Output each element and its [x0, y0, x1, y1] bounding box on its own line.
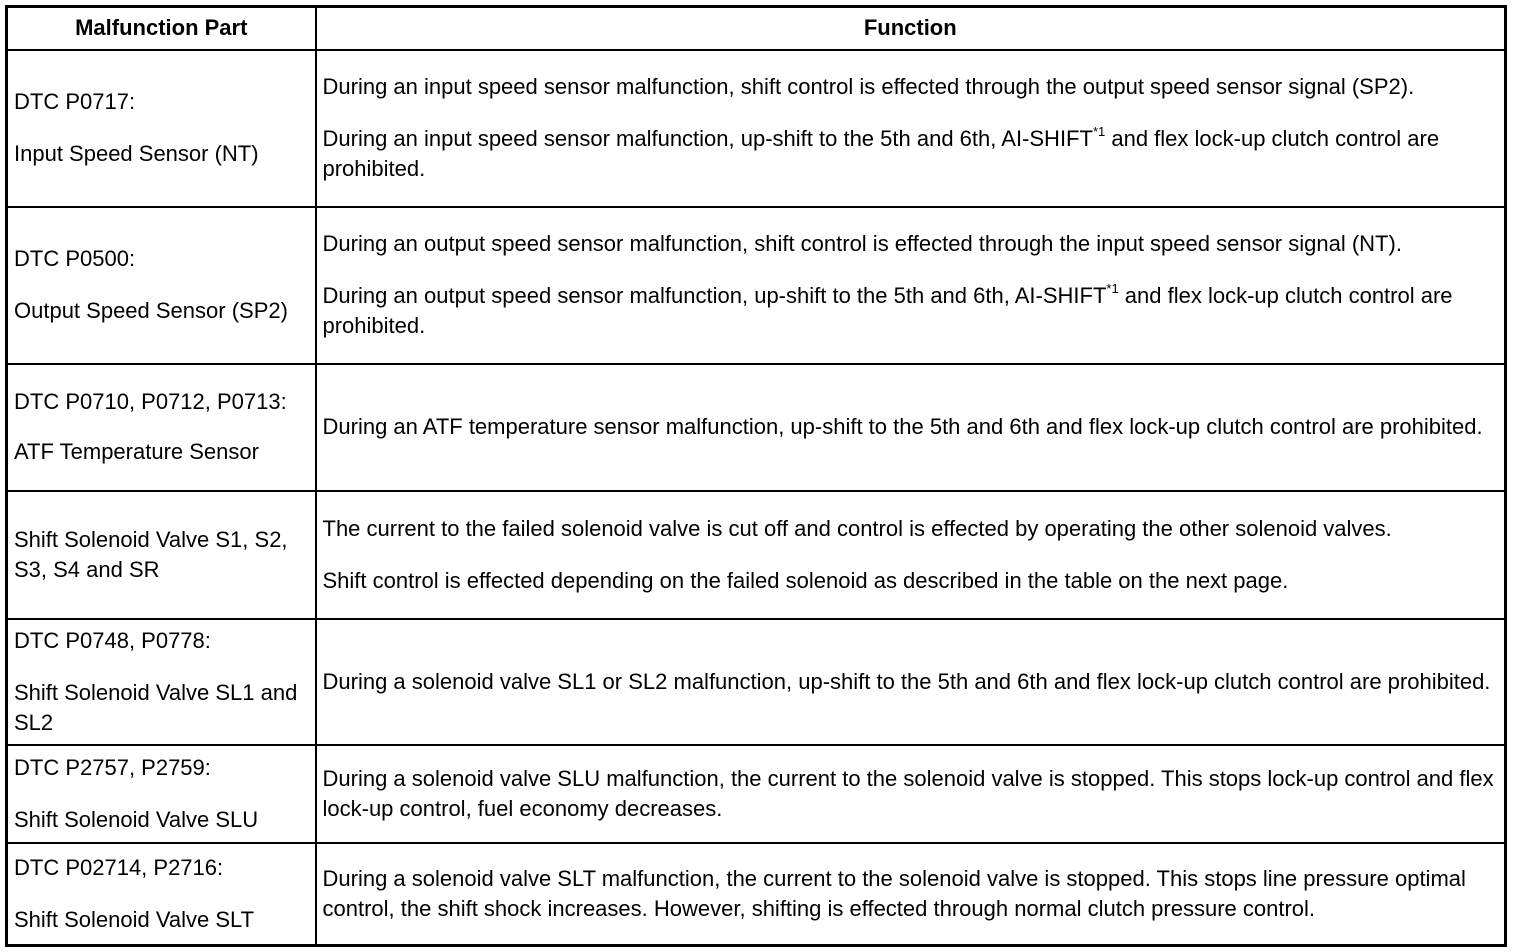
function-cell [316, 50, 1506, 207]
part-name: Shift Solenoid Valve SLT [14, 906, 255, 932]
function-cell [316, 364, 1506, 491]
part-cell [7, 491, 316, 619]
part-name: Output Speed Sensor (SP2) [14, 298, 288, 323]
part-cell [7, 50, 316, 207]
function-cell [316, 207, 1506, 364]
part-name: Shift Solenoid Valve SLU [14, 806, 259, 832]
function-text: During an output speed sensor malfunction, shift control is effected through the input speed sensor signal (NT). [322, 231, 1402, 256]
table-row [7, 619, 1506, 745]
part-name: Shift Solenoid Valve S1, S2, S3, S4 and SR [14, 526, 288, 582]
table-row [7, 364, 1506, 491]
function-text: During a solenoid valve SLU malfunction, the current to the solenoid valve is stopped. This stops lock-up control and flex lock-up control, fuel economy decreases. [322, 765, 1494, 821]
part-name: ATF Temperature Sensor [14, 439, 259, 464]
part-name: Input Speed Sensor (NT) [14, 141, 259, 166]
fail-safe-table [5, 5, 1507, 947]
table-row [7, 491, 1506, 619]
part-cell [7, 364, 316, 491]
function-text: During a solenoid valve SL1 or SL2 malfunction, up-shift to the 5th and 6th and flex lock-up clutch control are prohibited. [322, 668, 1491, 694]
header-function: Function [316, 7, 1506, 50]
dtc-code: DTC P0500: [14, 246, 136, 271]
dtc-code: DTC P02714, P2716: [14, 854, 224, 880]
dtc-code: DTC P0710, P0712, P0713: [14, 389, 287, 414]
function-cell [316, 619, 1506, 745]
part-cell [7, 619, 316, 745]
function-text: During an input speed sensor malfunction, up-shift to the 5th and 6th, AI-SHIFT$^{*1}$ and flex lock-up clutch control are prohibited. [322, 124, 1440, 181]
table-row [7, 207, 1506, 364]
function-text: During an ATF temperature sensor malfunction, up-shift to the 5th and 6th and flex lock-up clutch control are prohibited. [322, 414, 1483, 439]
dtc-code: DTC P2757, P2759: [14, 754, 211, 780]
function-cell [316, 745, 1506, 843]
function-text: During a solenoid valve SLT malfunction, the current to the solenoid valve is stopped. This stops line pressure optimal control, the shift shock increases. However, shifting is effected through normal clutch pressure control. [322, 865, 1466, 921]
table-row [7, 50, 1506, 207]
header-row [7, 7, 1506, 50]
function-text: During an output speed sensor malfunction, up-shift to the 5th and 6th, AI-SHIFT$^{*1}$ and flex lock-up clutch control are prohibited. [322, 281, 1453, 338]
dtc-code: DTC P0717: [14, 89, 136, 114]
function-cell [316, 843, 1506, 946]
table-row [7, 745, 1506, 843]
table-row [7, 843, 1506, 946]
dtc-code: DTC P0748, P0778: [14, 627, 211, 653]
function-cell [316, 491, 1506, 619]
part-name: Shift Solenoid Valve SL1 and SL2 [14, 679, 298, 735]
function-text: The current to the failed solenoid valve is cut off and control is effected by operating the other solenoid valves. [322, 515, 1392, 541]
function-text: Shift control is effected depending on the failed solenoid as described in the table on the next page. [322, 567, 1289, 593]
part-cell [7, 745, 316, 843]
header-malfunction-part: Malfunction Part [7, 7, 316, 50]
footnote-mark: *1 [1092, 124, 1106, 139]
function-text: During an input speed sensor malfunction, shift control is effected through the output speed sensor signal (SP2). [322, 74, 1415, 99]
part-cell [7, 207, 316, 364]
part-cell [7, 843, 316, 946]
footnote-mark: *1 [1106, 281, 1119, 296]
